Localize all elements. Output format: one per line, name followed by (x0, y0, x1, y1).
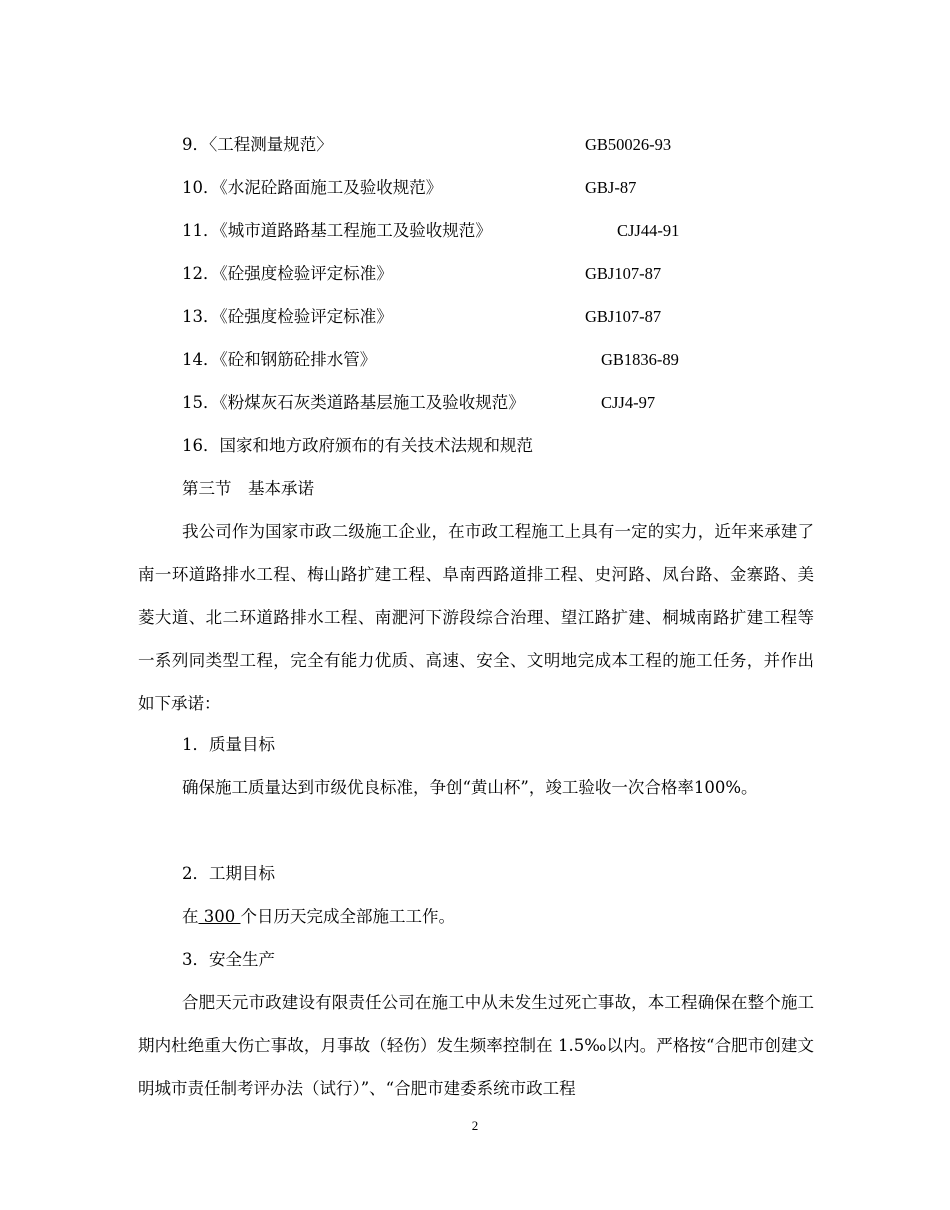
reference-code-12: GBJ107-87 (585, 264, 662, 283)
reference-code-11: CJJ44-91 (617, 221, 680, 240)
schedule-days: 300 (198, 907, 241, 926)
reference-item-13: 13．《砼强度检验评定标准》 (182, 307, 393, 326)
schedule-line (182, 905, 455, 929)
reference-item-9: 9．〈工程测量规范〉 (182, 135, 333, 154)
reference-code-15: CJJ4-97 (601, 393, 656, 412)
reference-item-11: 11．《城市道路路基工程施工及验收规范》 (182, 221, 492, 240)
safety-paragraph: 合肥天元市政建设有限责任公司在施工中从未发生过死亡事故，本工程确保在整个施工期内杜绝重大伤亡事故，月事故（轻伤）发生频率控制在 1.5‰以内。严格按“合肥市创建文明城市责任制考评办法（试行）”、“合肥市建委系统市政工程 (138, 993, 814, 1098)
safety-heading: 3．安全生产 (182, 950, 275, 969)
quality-paragraph: 确保施工质量达到市级优良标准，争创“黄山杯”，竣工验收一次合格率100%。 (182, 778, 758, 797)
quality-heading: 1．质量目标 (182, 735, 275, 754)
reference-item-15: 15．《粉煤灰石灰类道路基层施工及验收规范》 (182, 393, 525, 412)
schedule-heading: 2．工期目标 (182, 864, 275, 883)
page-number: 2 (471, 1118, 479, 1133)
reference-item-12: 12．《砼强度检验评定标准》 (182, 264, 393, 283)
reference-code-13: GBJ107-87 (585, 307, 662, 326)
reference-item-10: 10．《水泥砼路面施工及验收规范》 (182, 178, 443, 197)
section-title: 第三节 基本承诺 (182, 479, 314, 498)
reference-item-16: 16．国家和地方政府颁布的有关技术法规和规范 (182, 436, 533, 455)
reference-item-14: 14．《砼和钢筋砼排水管》 (182, 350, 377, 369)
reference-code-14: GB1836-89 (601, 350, 679, 369)
schedule-prefix: 在 (182, 907, 199, 926)
reference-code-10: GBJ-87 (585, 178, 637, 197)
intro-paragraph: 我公司作为国家市政二级施工企业，在市政工程施工上具有一定的实力，近年来承建了南一环道路排水工程、梅山路扩建工程、阜南西路道排工程、史河路、凤台路、金寨路、美菱大道、北二环道路排水工程、南淝河下游段综合治理、望江路扩建、桐城南路扩建工程等一系列同类型工程，完全有能力优质、高速、安全、文明地完成本工程的施工任务，并作出如下承诺： (138, 522, 814, 713)
reference-code-9: GB50026-93 (585, 135, 672, 154)
schedule-suffix: 个日历天完成全部施工工作。 (240, 907, 455, 926)
